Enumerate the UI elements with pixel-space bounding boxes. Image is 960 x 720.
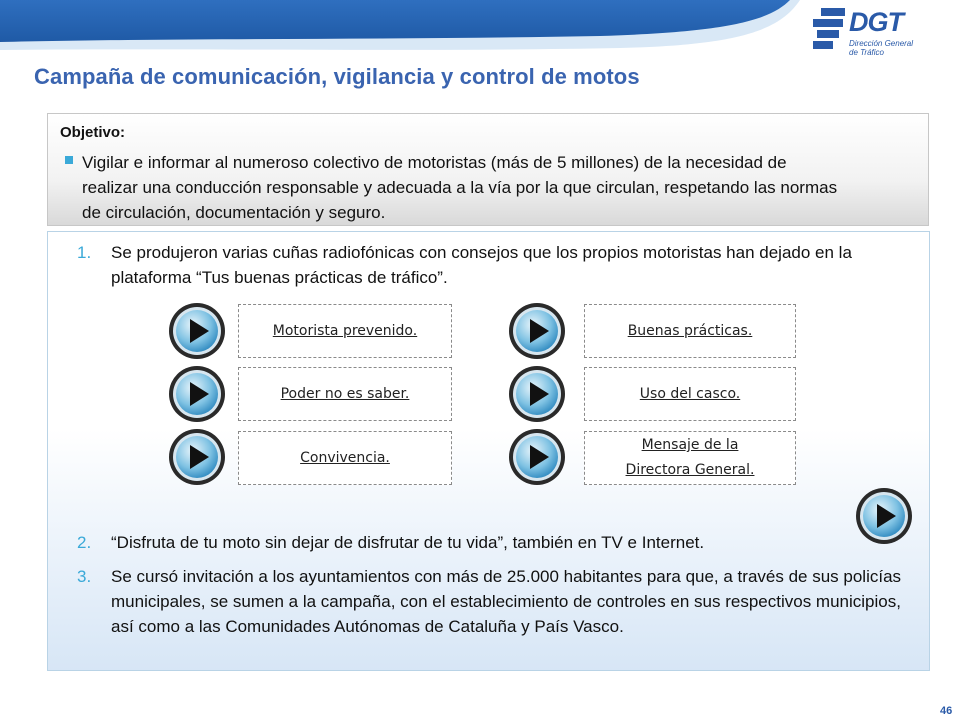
content-panel bbox=[47, 231, 930, 671]
audio-link-label[interactable]: Mensaje de la Directora General. bbox=[625, 437, 755, 478]
audio-link-uso-del-casco[interactable] bbox=[584, 367, 796, 421]
audio-link-convivencia[interactable] bbox=[238, 431, 452, 485]
audio-link-mensaje-directora-general[interactable] bbox=[584, 431, 796, 485]
dgt-emblem-icon bbox=[813, 6, 847, 56]
item-number: 3. bbox=[77, 567, 92, 586]
play-button-icon[interactable] bbox=[168, 428, 226, 486]
item-text: Se cursó invitación a los ayuntamientos con más de 25.000 habitantes para que, a través de sus policías municipales, se sumen a la campaña, con el establecimiento de controles en sus respectivos municipios, así como a las Comunidades Autónomas de Cataluña y País Vasco. bbox=[111, 567, 902, 636]
page-title: Campaña de comunicación, vigilancia y control de motos bbox=[34, 64, 640, 89]
item-text: Se produjeron varias cuñas radiofónicas con consejos que los propios motoristas han dejado en la plataforma “Tus buenas prácticas de tráfico”. bbox=[111, 243, 852, 287]
audio-link-label[interactable]: Motorista prevenido. bbox=[272, 322, 418, 339]
item-number: 1. bbox=[77, 243, 92, 262]
audio-link-buenas-practicas[interactable] bbox=[584, 304, 796, 358]
audio-link-label[interactable]: Buenas prácticas. bbox=[627, 322, 753, 339]
bullet-icon bbox=[65, 156, 73, 164]
page-number: 46 bbox=[940, 705, 953, 717]
logo-text: DGT bbox=[849, 7, 903, 37]
audio-link-poder-no-es-saber[interactable] bbox=[238, 367, 452, 421]
objetivo-text: Vigilar e informar al numeroso colectivo de motoristas (más de 5 millones) de la necesidad de realizar una conducción responsable y adecuada a la vía por la que circulan, respetando las normas de circulación, documentación y seguro. bbox=[82, 153, 838, 222]
play-button-icon[interactable] bbox=[508, 365, 566, 423]
audio-link-motorista-prevenido[interactable] bbox=[238, 304, 452, 358]
item-text: “Disfruta de tu moto sin dejar de disfrutar de tu vida”, también en TV e Internet. bbox=[111, 533, 705, 552]
logo-subtitle: Dirección General de Tráfico bbox=[849, 39, 914, 57]
play-button-icon[interactable] bbox=[168, 302, 226, 360]
objetivo-panel bbox=[47, 113, 929, 226]
objetivo-heading: Objetivo: bbox=[60, 124, 126, 141]
audio-link-label[interactable]: Uso del casco. bbox=[639, 385, 741, 402]
dgt-logo bbox=[813, 4, 948, 62]
item-number: 2. bbox=[77, 533, 92, 552]
play-button-icon[interactable] bbox=[508, 428, 566, 486]
play-button-icon[interactable] bbox=[508, 302, 566, 360]
audio-link-label[interactable]: Poder no es saber. bbox=[280, 385, 410, 402]
play-button-icon[interactable] bbox=[168, 365, 226, 423]
audio-link-label[interactable]: Convivencia. bbox=[300, 449, 390, 466]
